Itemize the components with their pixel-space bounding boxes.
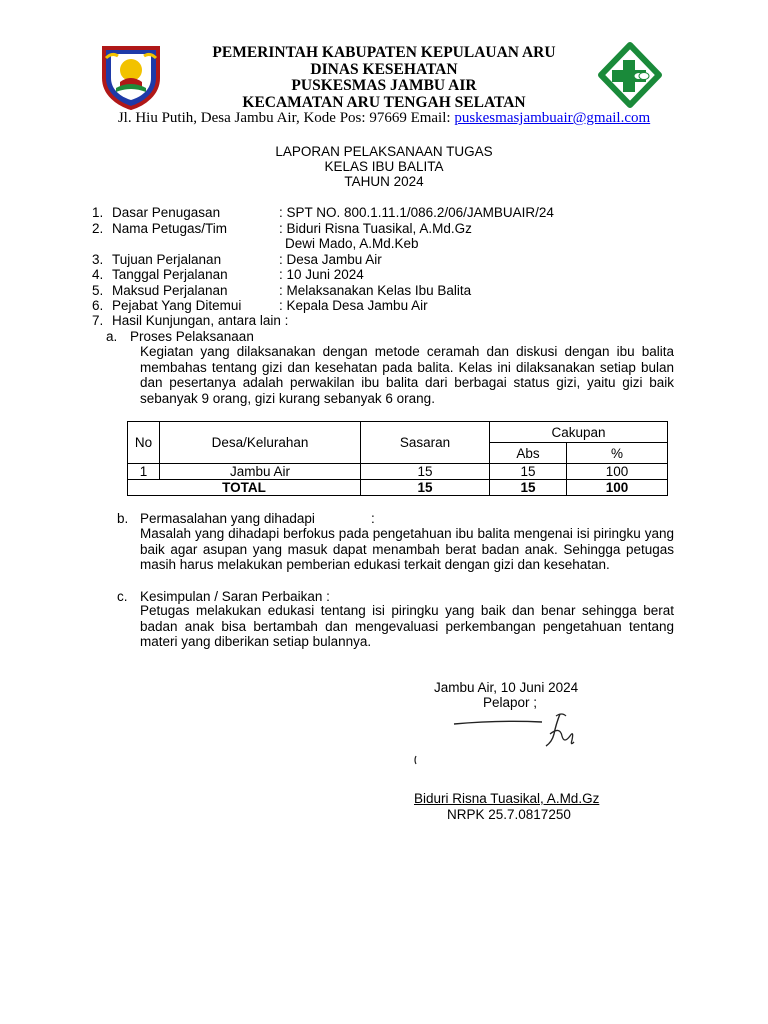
- th-cakupan: Cakupan: [490, 422, 668, 443]
- th-sasaran: Sasaran: [361, 422, 490, 464]
- total-abs: 15: [490, 480, 567, 496]
- header-puskesmas: PUSKESMAS JAMBU AIR: [291, 77, 477, 94]
- header-government: PEMERINTAH KABUPATEN KEPULAUAN ARU: [212, 44, 556, 61]
- cell-sasaran: 15: [361, 464, 490, 480]
- coverage-table: [127, 421, 668, 496]
- header-address: [0, 110, 768, 127]
- section-a-body: Kegiatan yang dilaksanakan dengan metode ceramah dan diskusi dengan ibu balita membahas tentang gizi dan kesehatan pada balita. Kelas ini dilaksanakan setiap bulan dan pesertanya adalah perwakilan ibu balita dari berbagai status gizi, yaitu gizi baik sebanyak 9 orang, gizi kurang sebanyak 6 orang.: [140, 344, 674, 406]
- header-district: KECAMATAN ARU TENGAH SELATAN: [242, 94, 526, 111]
- th-no: No: [128, 422, 160, 464]
- cell-pct: 100: [567, 464, 668, 480]
- th-desa: Desa/Kelurahan: [160, 422, 361, 464]
- total-sasaran: 15: [361, 480, 490, 496]
- section-b-heading: Permasalahan yang dihadapi: [140, 511, 315, 526]
- section-c-marker: c.: [117, 589, 128, 604]
- table-row: [128, 464, 668, 480]
- sign-role: Pelapor ;: [483, 695, 538, 710]
- report-title: LAPORAN PELAKSANAAN TUGAS: [275, 144, 493, 159]
- total-pct: 100: [567, 480, 668, 496]
- report-subtitle: KELAS IBU BALITA: [324, 159, 444, 174]
- address-text: Jl. Hiu Putih, Desa Jambu Air, Kode Pos: 97669 Email:: [117, 110, 455, 126]
- section-c-heading: Kesimpulan / Saran Perbaikan :: [140, 589, 330, 604]
- section-b-body: Masalah yang dihadapi berfokus pada pengetahuan ibu balita mengenai isi piringku yang baik agar asupan yang masuk dapat menambah berat badan anak. Sehingga petugas masih harus melakukan pemberian edukasi terkait dengan gizi dan kesehatan.: [140, 526, 674, 573]
- email-link[interactable]: puskesmasjambuair@gmail.com: [454, 110, 651, 126]
- header-office: DINAS KESEHATAN: [310, 61, 458, 78]
- section-b-colon: :: [371, 511, 375, 526]
- th-abs: Abs: [490, 443, 567, 464]
- sign-place-date: Jambu Air, 10 Juni 2024: [434, 680, 579, 695]
- handwritten-signature: [410, 708, 580, 768]
- sign-nrpk: NRPK 25.7.0817250: [447, 807, 571, 822]
- cell-desa: Jambu Air: [160, 464, 361, 480]
- cell-no: 1: [128, 464, 160, 480]
- sign-name: Biduri Risna Tuasikal, A.Md.Gz: [414, 791, 600, 806]
- section-c-body: Petugas melakukan edukasi tentang isi piringku yang baik dan benar sehingga berat badan anak bisa bertambah dan mengevaluasi perkembangan pengetahuan tentang materi yang diberikan setiap bulannya.: [140, 603, 674, 650]
- item-petugas-2: Dewi Mado, A.Md.Keb: [285, 236, 419, 251]
- section-b-marker: b.: [117, 511, 129, 526]
- th-pct: %: [567, 443, 668, 464]
- report-year: TAHUN 2024: [344, 174, 424, 189]
- section-a-marker: a.: [106, 329, 118, 344]
- table-total-row: [128, 480, 668, 496]
- total-label: TOTAL: [128, 480, 361, 496]
- cell-abs: 15: [490, 464, 567, 480]
- section-a-heading: Proses Pelaksanaan: [130, 329, 254, 344]
